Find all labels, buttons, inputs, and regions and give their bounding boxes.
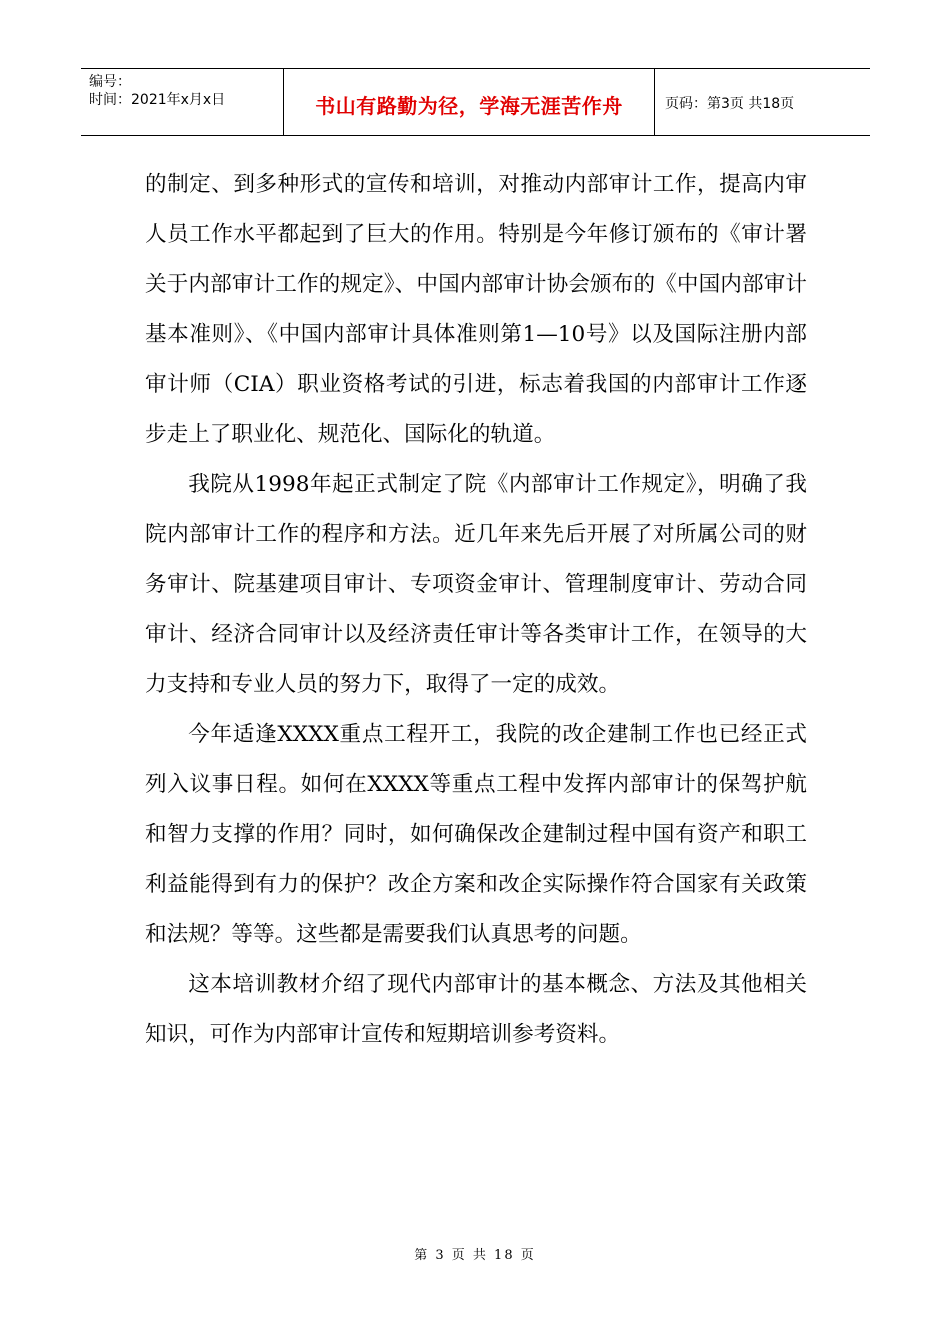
paragraph-3: 今年适逢XXXX重点工程开工，我院的改企建制工作也已经正式列入议事日程。如何在XXXX等重点工程中发挥内部审计的保驾护航和智力支撑的作用？同时，如何确保改企建制过程中国有资产和职工利益能得到有力的保护？改企方案和改企实际操作符合国家有关政策和法规？等等。这些都是需要我们认真思考的问题。 <box>145 722 807 947</box>
page-header <box>81 68 870 136</box>
paragraph-1: 的制定、到多种形式的宣传和培训，对推动内部审计工作，提高内审人员工作水平都起到了巨大的作用。特别是今年修订颁布的《审计署关于内部审计工作的规定》、中国内部审计协会颁布的《中国内部审计基本准则》、《中国内部审计具体准则第1—10号》以及国际注册内部审计师（CIA）职业资格考试的引进，标志着我国的内部审计工作逐步走上了职业化、规范化、国际化的轨道。 <box>145 172 807 447</box>
header-page-code: 页码：第3页 共18页 <box>665 96 795 112</box>
page-footer: 第 3 页 共 18 页 <box>414 1248 536 1263</box>
paragraph-4: 这本培训教材介绍了现代内部审计的基本概念、方法及其他相关知识，可作为内部审计宣传和短期培训参考资料。 <box>145 972 807 1047</box>
header-meta <box>81 69 284 135</box>
document-body <box>145 160 807 1060</box>
serial-label: 编号： <box>89 74 131 90</box>
paragraph-2: 我院从1998年起正式制定了院《内部审计工作规定》，明确了我院内部审计工作的程序和方法。近几年来先后开展了对所属公司的财务审计、院基建项目审计、专项资金审计、管理制度审计、劳动合同审计、经济合同审计以及经济责任审计等各类审计工作，在领导的大力支持和专业人员的努力下，取得了一定的成效。 <box>145 472 807 697</box>
time-label: 时间：2021年x月x日 <box>89 92 226 108</box>
header-motto: 书山有路勤为径，学海无涯苦作舟 <box>315 93 623 118</box>
header-motto-cell <box>284 69 655 135</box>
